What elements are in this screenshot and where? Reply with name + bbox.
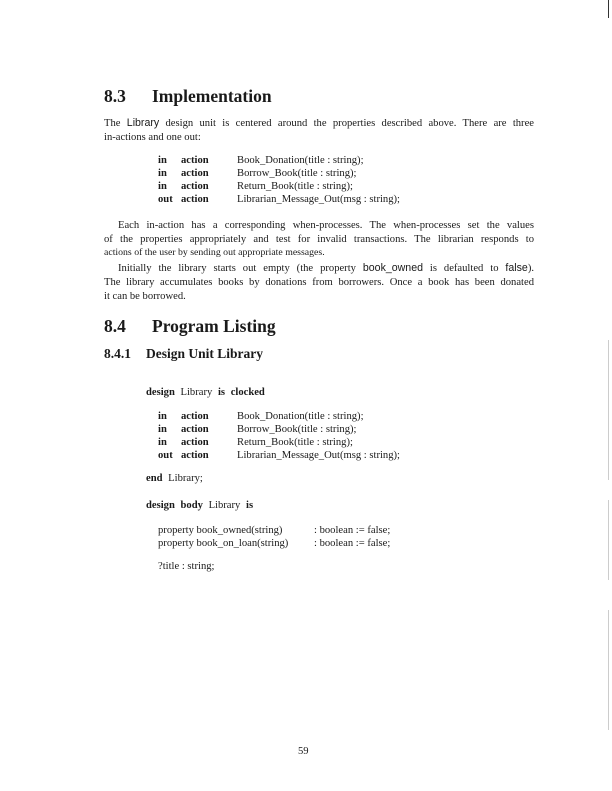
keyword: action <box>181 450 209 461</box>
paragraph-line: actions of the user by sending out appropriate messages. <box>104 247 325 258</box>
keyword: out <box>158 450 173 461</box>
keyword: out <box>158 194 173 205</box>
keyword: design <box>146 500 175 511</box>
signature: Librarian_Message_Out(msg : string); <box>237 450 400 461</box>
keyword: in <box>158 181 167 192</box>
property-line <box>158 524 478 537</box>
section-title: Implementation <box>152 86 272 106</box>
signature: Borrow_Book(title : string); <box>237 424 357 435</box>
text-bold: Library <box>126 117 160 129</box>
section-number: 8.4.1 <box>104 346 131 361</box>
property-line <box>158 537 478 550</box>
text-code: false <box>505 262 528 274</box>
paragraph-line: Each in-action has a corresponding when-processes. The when-processes set the values <box>118 220 534 231</box>
keyword: in <box>158 155 167 166</box>
action-line <box>158 436 458 449</box>
property-declaration: property book_on_loan(string) <box>158 538 289 549</box>
keyword: in <box>158 168 167 179</box>
design-end <box>146 472 203 485</box>
action-list <box>158 154 458 206</box>
keyword: action <box>181 194 209 205</box>
action-line <box>158 423 458 436</box>
keyword: action <box>181 168 209 179</box>
keyword: design <box>146 387 175 398</box>
paragraph-line: of the properties appropriately and test for invalid transactions. The librarian responds to <box>104 234 534 245</box>
scan-edge-mark <box>608 500 609 580</box>
keyword: in <box>158 424 167 435</box>
keyword: is <box>246 500 254 511</box>
section-title: Program Listing <box>152 316 276 336</box>
keyword: action <box>181 155 209 166</box>
property-type: : boolean := false; <box>314 525 391 536</box>
action-line <box>158 193 458 206</box>
subsection-heading-8-4-1 <box>104 346 263 362</box>
action-line <box>158 180 458 193</box>
paragraph-line: it can be borrowed. <box>104 291 186 302</box>
keyword: action <box>181 411 209 422</box>
keyword: action <box>181 181 209 192</box>
section-number: 8.4 <box>104 316 126 336</box>
design-header <box>146 386 265 399</box>
design-body-header <box>146 499 253 512</box>
action-line <box>158 167 458 180</box>
signature: Borrow_Book(title : string); <box>237 168 357 179</box>
keyword: end <box>146 473 163 484</box>
scan-edge-mark <box>608 0 609 18</box>
text: ). <box>527 263 534 274</box>
text: design unit is centered around the properties described above. There are three <box>159 118 534 129</box>
keyword: action <box>181 437 209 448</box>
identifier: Library <box>208 500 241 511</box>
signature: Librarian_Message_Out(msg : string); <box>237 194 400 205</box>
property-declaration: property book_owned(string) <box>158 525 283 536</box>
paragraph-line <box>104 117 534 130</box>
identifier: Library; <box>168 473 203 484</box>
paragraph-line: The library accumulates books by donations from borrowers. Once a book has been donated <box>104 277 534 288</box>
text: The <box>104 118 127 129</box>
section-heading-8-4 <box>104 316 276 337</box>
section-heading-8-3 <box>104 86 272 107</box>
scan-edge-mark <box>608 340 609 480</box>
text: Initially the library starts out empty (the property <box>118 263 363 274</box>
text-code: book_owned <box>362 262 423 274</box>
action-line <box>158 154 458 167</box>
section-title: Design Unit Library <box>146 346 264 361</box>
keyword: body <box>180 500 203 511</box>
section-number: 8.3 <box>104 86 126 106</box>
keyword: in <box>158 437 167 448</box>
keyword: is <box>217 387 226 398</box>
identifier: Library <box>180 387 213 398</box>
keyword: action <box>181 424 209 435</box>
signature: Book_Donation(title : string); <box>237 155 364 166</box>
keyword: in <box>158 411 167 422</box>
action-line <box>158 449 458 462</box>
keyword: clocked <box>230 387 265 398</box>
paragraph-line <box>104 262 534 275</box>
text: is defaulted to <box>422 263 506 274</box>
action-list <box>158 410 458 462</box>
signature: Return_Book(title : string); <box>237 181 353 192</box>
variable-declaration: ?title : string; <box>158 561 215 572</box>
action-line <box>158 410 458 423</box>
signature: Return_Book(title : string); <box>237 437 353 448</box>
property-list <box>158 524 478 550</box>
paragraph-line: in-actions and one out: <box>104 132 201 143</box>
scan-edge-mark <box>608 610 609 730</box>
signature: Book_Donation(title : string); <box>237 411 364 422</box>
page-number: 59 <box>298 746 309 757</box>
property-type: : boolean := false; <box>314 538 391 549</box>
